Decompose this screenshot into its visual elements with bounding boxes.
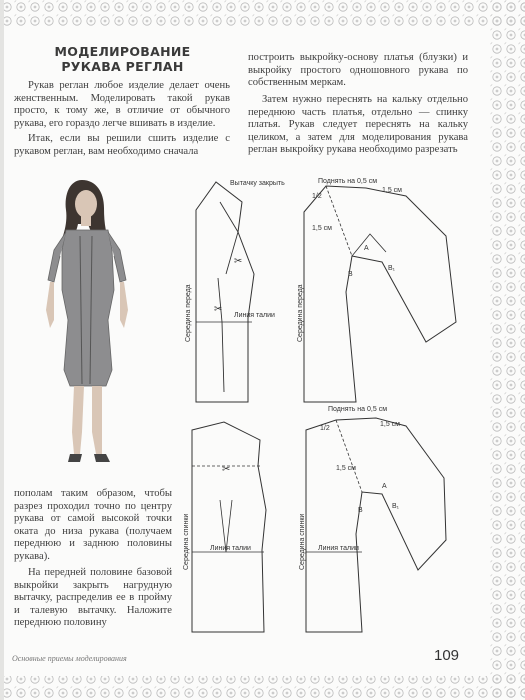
paragraph-col2-1: построить выкройку-основу платья (блузки) и выкройку простого одношовного рукава по собственным меркам.: [248, 52, 468, 89]
label-point-b: В: [348, 271, 353, 278]
label-half-2: 1/2: [320, 425, 330, 432]
page-number: 109: [434, 647, 460, 664]
label-waist-line-2: Линия талии: [210, 545, 251, 552]
label-close-dart: Вытачку закрыть: [230, 180, 285, 187]
label-dim-2: 1,5 см: [312, 225, 332, 232]
label-point-a-2: А: [382, 483, 387, 490]
label-point-b1-2: В₁: [392, 503, 400, 510]
title-line-2: РУКАВА РЕГЛАН: [61, 59, 184, 74]
label-front-center: Середина переда: [185, 284, 192, 342]
label-dim-1: 1,5 см: [382, 187, 402, 194]
label-waist-line-3: Линия талии: [318, 545, 359, 552]
front-pattern-diagram: [178, 172, 288, 407]
paragraph-bottom-2: На передней половине базовой выкройки закрыть нагрудную вытачку, распределив ее в пройму и талевую вытачку. Наложите переднюю половину: [14, 567, 172, 629]
label-dim-4: 1,5 см: [336, 465, 356, 472]
label-point-b1: В₁: [388, 265, 396, 272]
scissors-icon: ✂: [234, 256, 243, 267]
back-raglan-diagram: [296, 400, 486, 640]
label-point-a: А: [364, 245, 369, 252]
label-dim-3: 1,5 см: [380, 421, 400, 428]
title-line-1: МОДЕЛИРОВАНИЕ: [54, 44, 191, 59]
label-front-center-2: Середина переда: [297, 284, 304, 342]
paragraph-bottom-1: пополам таким образом, чтобы разрез проходил точно по центру рукава от самой высокой точки оката до низа рукава (получаем переднюю и заднюю половины рукава).: [14, 488, 172, 562]
back-pattern-diagram: [180, 410, 290, 640]
scissors-icon-2: ✂: [214, 304, 223, 315]
paragraph-start: Итак, если вы решили сшить изделие с рукавом реглан, вам необходимо сначала: [14, 133, 230, 157]
label-half-1: 1/2: [312, 193, 322, 200]
paragraph-intro: Рукав реглан любое изделие делает очень женственным. Моделировать такой рукав просто, к тому же, в отличие от обычного рукава, его гораздо легче вшивать в изделие.: [14, 80, 230, 129]
front-raglan-diagram: [296, 172, 486, 407]
label-back-center: Середина спинки: [183, 513, 190, 570]
label-waist-line: Линия талии: [234, 312, 275, 319]
label-raise-2: Поднять на 0,5 см: [328, 406, 388, 413]
page-title: [30, 44, 215, 74]
scissors-icon-3: ✂: [222, 464, 231, 475]
running-footer: Основные приемы моделирования: [12, 654, 127, 663]
label-point-b-2: В: [358, 507, 363, 514]
paragraph-col2-2: Затем нужно переснять на кальку отдельно переднюю часть платья, отдельно — спинку платья. Рукав следует переснять на кальку целиком, а затем для моделирования рукава реглан выкройку рукава необходимо разрезать: [248, 94, 468, 156]
dress-model-illustration: [30, 170, 170, 470]
label-back-center-2: Середина спинки: [299, 513, 306, 570]
label-raise-1: Поднять на 0,5 см: [318, 178, 378, 185]
